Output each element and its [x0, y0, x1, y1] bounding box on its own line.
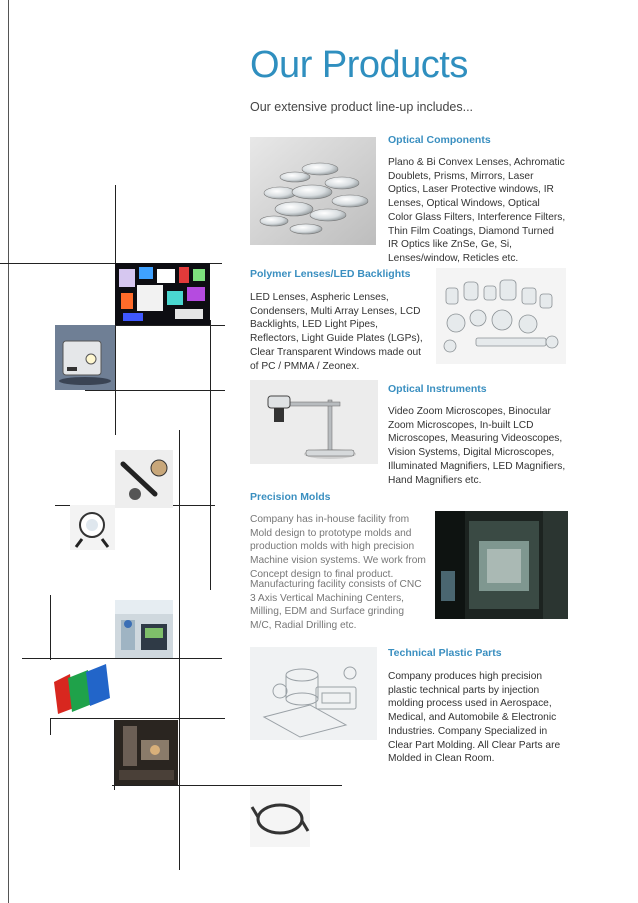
grid-line: [112, 785, 342, 786]
section-body-optical-instruments: Video Zoom Microscopes, Binocular Zoom Microscopes, In-built LCD Microscopes, Measuring Videoscopes, Vision Systems, Digital Microscopes, Illuminated Magnifiers, LED Magnifiers, Hand Magnifiers etc.: [388, 406, 566, 486]
section-title-precision-molds: Precision Molds: [250, 491, 331, 503]
section-title-optical-components: Optical Components: [388, 134, 491, 146]
section-body-precision-molds-1: Company has in-house facility from Mold design to prototype molds and production molds with high precision Machine vision systems. We work from Concept design to final product.: [250, 514, 426, 580]
grid-line: [85, 390, 225, 391]
optical-lenses-photo: [250, 137, 376, 245]
page-subtitle: Our extensive product line-up includes...: [250, 100, 474, 114]
section-body-precision-molds-2: Manufacturing facility consists of CNC 3 Axis Vertical Machining Centers, Milling, EDM and Surface grinding M/C, Radial Drilling etc.: [250, 579, 422, 632]
light-source-photo: [55, 325, 115, 390]
grid-line: [50, 718, 225, 719]
grid-line: [179, 430, 180, 870]
color-filter-photo: [50, 660, 115, 718]
mold-machine-photo: [435, 511, 568, 619]
section-title-optical-instruments: Optical Instruments: [388, 383, 487, 395]
section-body-technical-plastic: Company produces high precision plastic technical parts by injection molding process used in Aerospace, Medical, and Automobile & Electronic Industries. Company Specialized in Clear Part Molding. All Clear Parts are Molded in Clean Room.: [388, 671, 561, 765]
cleanroom-photo: [115, 600, 173, 658]
illuminated-magnifier-photo: [70, 505, 115, 550]
grid-line: [210, 320, 211, 590]
microscope-photo: [250, 380, 378, 464]
fiber-optic-photo: [250, 787, 310, 847]
magnifier-photo: [115, 450, 173, 508]
section-title-polymer-lenses: Polymer Lenses/LED Backlights: [250, 268, 411, 280]
machining-photo: [115, 720, 178, 785]
section-title-technical-plastic: Technical Plastic Parts: [388, 647, 502, 659]
plastic-parts-photo: [250, 647, 377, 740]
section-body-polymer-lenses: LED Lenses, Aspheric Lenses, Condensers, Multi Array Lenses, LCD Backlights, LED Light Pipes, Reflectors, Light Guide Plates (LGPs), Clear Transparent Windows made out of PC / PMMA / Zeonex.: [250, 292, 423, 372]
led-backlight-photo: [115, 263, 210, 325]
grid-line: [22, 658, 222, 659]
polymer-lenses-photo: [436, 268, 566, 364]
section-body-optical-components: Plano & Bi Convex Lenses, Achromatic Doublets, Prisms, Mirrors, Laser Optics, Laser Protective windows, IR Lenses, Optical Windows, Optical Color Glass Filters, Interference Filters, Thin Film Coatings, Diamond Turned IR Optics like ZnSe, Ge, Si, Lenses/window, Reticles etc.: [388, 157, 566, 264]
page-title: Our Products: [250, 44, 468, 86]
grid-line: [8, 0, 9, 903]
